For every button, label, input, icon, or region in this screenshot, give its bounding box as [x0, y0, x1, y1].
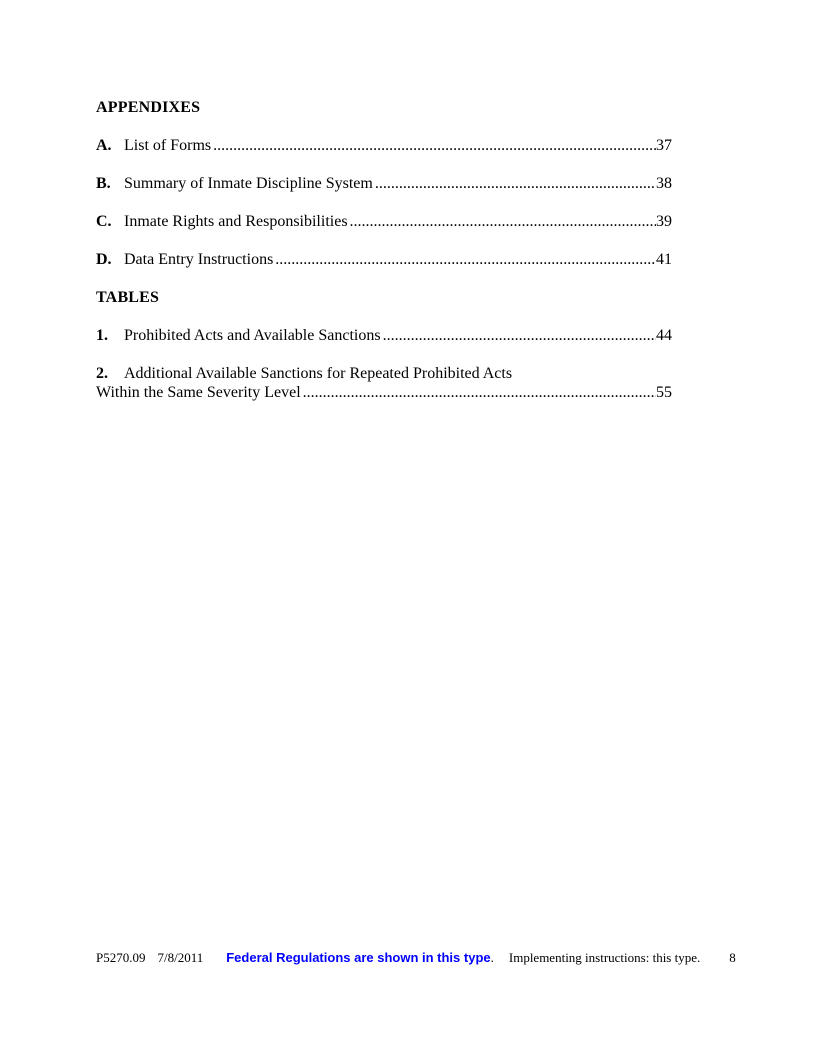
- entry-page-number: 44: [656, 327, 672, 344]
- entry-title: Data Entry Instructions: [124, 251, 274, 268]
- dot-leader: [383, 326, 656, 345]
- tables-heading: TABLES: [96, 289, 160, 306]
- entry-label: A.: [96, 137, 112, 154]
- dot-leader: [375, 174, 656, 193]
- toc-entry-table-2-line-2: [96, 383, 672, 402]
- appendixes-heading: APPENDIXES: [96, 99, 201, 116]
- page-footer: [96, 950, 736, 966]
- toc-entry-appendix-c: [96, 212, 672, 231]
- entry-title: Prohibited Acts and Available Sanctions: [124, 327, 381, 344]
- entry-title: Summary of Inmate Discipline System: [124, 175, 373, 192]
- footer-document-number: P5270.09: [96, 950, 146, 965]
- footer-page-number: 8: [729, 950, 736, 965]
- entry-label: B.: [96, 175, 111, 192]
- dot-leader: [350, 212, 656, 231]
- entry-page-number: 55: [656, 384, 672, 401]
- entry-title-continuation: Within the Same Severity Level: [96, 384, 301, 401]
- footer-date: 7/8/2011: [157, 950, 204, 965]
- entry-page-number: 41: [656, 251, 672, 268]
- federal-note-period: .: [490, 950, 494, 965]
- entry-page-number: 38: [656, 175, 672, 192]
- entry-label: 2.: [96, 365, 108, 382]
- entry-label: D.: [96, 251, 112, 268]
- dot-leader: [213, 136, 656, 155]
- entry-page-number: 37: [656, 137, 672, 154]
- entry-label: C.: [96, 213, 112, 230]
- toc-entry-table-2-line-1: [96, 364, 672, 383]
- entry-title: Inmate Rights and Responsibilities: [124, 213, 348, 230]
- entry-title: List of Forms: [124, 137, 212, 154]
- dot-leader: [275, 250, 656, 269]
- toc-entry-appendix-a: [96, 136, 672, 155]
- toc-entry-appendix-d: [96, 250, 672, 269]
- implementing-note: Implementing instructions: this type.: [508, 950, 701, 965]
- toc-entry-appendix-b: [96, 174, 672, 193]
- entry-title: Additional Available Sanctions for Repeated Prohibited Acts: [124, 365, 513, 382]
- entry-page-number: 39: [656, 213, 672, 230]
- federal-note: Federal Regulations are shown in this type: [226, 950, 491, 965]
- table-of-contents: [96, 98, 672, 421]
- toc-entry-table-1: [96, 326, 672, 345]
- dot-leader: [303, 383, 656, 402]
- entry-label: 1.: [96, 327, 108, 344]
